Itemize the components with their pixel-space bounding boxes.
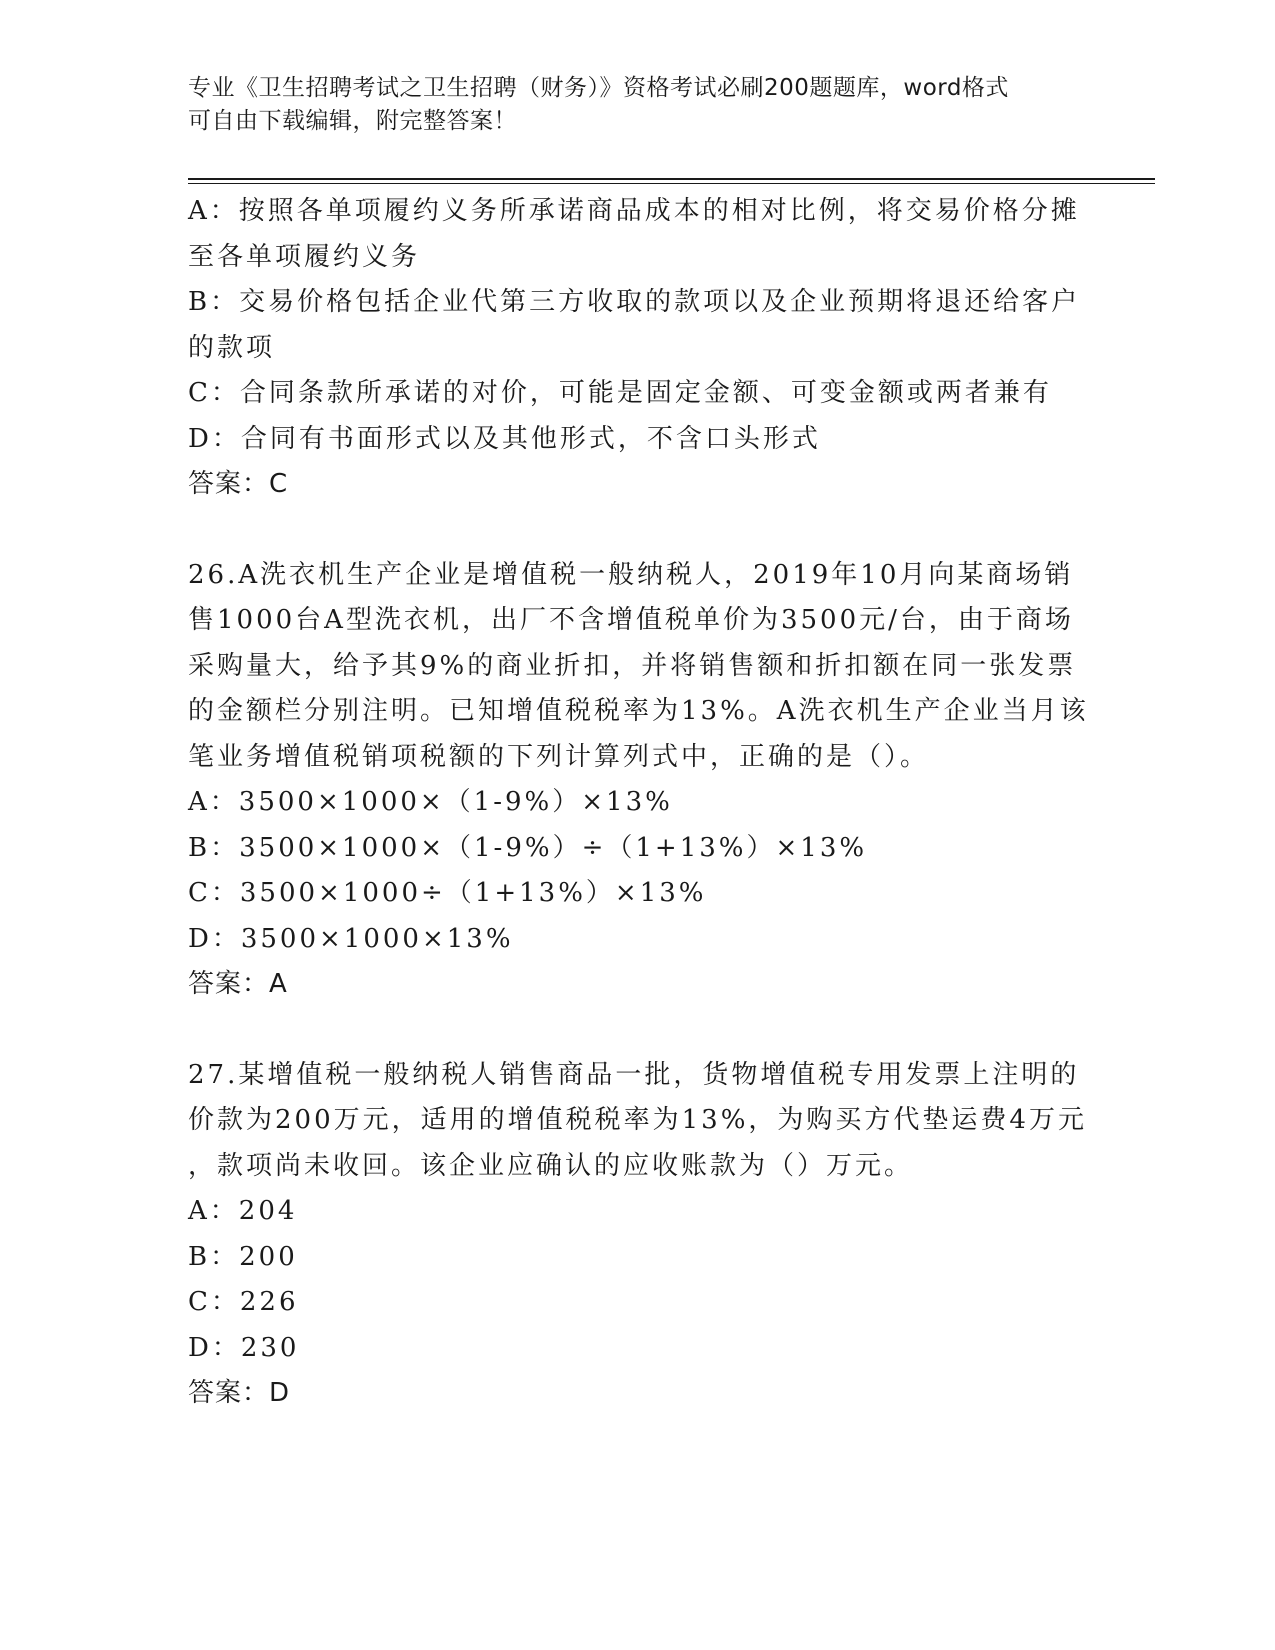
question-spacer (188, 1008, 1088, 1053)
question-26-stem-line-3: 采购量大，给予其9%的商业折扣，并将销售额和折扣额在同一张发票 (188, 650, 1077, 681)
question-list (188, 189, 1088, 1417)
question-26-stem-line-4: 的金额栏分别注明。已知增值税税率为13%。A洗衣机生产企业当月该 (188, 696, 1089, 726)
question-spacer (188, 508, 1088, 553)
question-26-option-b: B：3500×1000×（1-9%）÷（1+13%）×13% (188, 832, 868, 863)
question-27-option-c: C：226 (188, 1287, 299, 1317)
header-title-line-1: 专业《卫生招聘考试之卫生招聘（财务）》资格考试必刷200题题库，word格式 (188, 75, 1009, 101)
question-26-option-a: A：3500×1000×（1-9%）×13% (188, 787, 673, 817)
question-25-block (188, 189, 1088, 508)
question-25-option-a-line-1: A：按照各单项履约义务所承诺商品成本的相对比例，将交易价格分摊 (188, 196, 1080, 226)
question-25-option-b-line-1: B：交易价格包括企业代第三方收取的款项以及企业预期将退还给客户 (188, 287, 1081, 317)
header-divider-thick (188, 178, 1155, 180)
question-26-stem-line-5: 笔业务增值税销项税额的下列计算列式中，正确的是（）。 (188, 741, 930, 772)
header-divider-thin (188, 183, 1155, 184)
question-26-block (188, 553, 1088, 1008)
question-25-option-b-line-2: 的款项 (188, 332, 276, 363)
question-25-option-c: C：合同条款所承诺的对价，可能是固定金额、可变金额或两者兼有 (188, 378, 1052, 408)
question-26-option-c: C：3500×1000÷（1+13%）×13% (188, 878, 707, 908)
question-27-block (188, 1053, 1088, 1417)
question-27-option-b: B：200 (188, 1241, 298, 1272)
question-26-stem-line-2: 售1000台A型洗衣机，出厂不含增值税单价为3500元/台，由于商场 (188, 605, 1074, 635)
question-27-answer: 答案：D (188, 1378, 291, 1408)
question-27-option-a: A：204 (188, 1196, 298, 1226)
question-25-option-a-line-2: 至各单项履约义务 (188, 241, 421, 272)
question-26-stem-line-1: 26.A洗衣机生产企业是增值税一般纳税人，2019年10月向某商场销 (188, 559, 1074, 590)
question-27-stem-line-1: 27.某增值税一般纳税人销售商品一批，货物增值税专用发票上注明的 (188, 1059, 1080, 1090)
header-title-line-2: 可自由下载编辑，附完整答案！ (188, 108, 517, 134)
question-26-option-d: D：3500×1000×13% (188, 923, 514, 954)
question-27-stem-line-3: ，款项尚未收回。该企业应确认的应收账款为（）万元。 (188, 1150, 914, 1181)
question-27-option-d: D：230 (188, 1332, 300, 1363)
question-25-option-d: D：合同有书面形式以及其他形式，不含口头形式 (188, 423, 821, 454)
question-27-stem-line-2: 价款为200万元，适用的增值税税率为13%，为购买方代垫运费4万元 (188, 1105, 1087, 1135)
question-25-answer: 答案：C (188, 469, 289, 499)
document-header (188, 72, 1088, 138)
question-26-answer: 答案：A (188, 969, 288, 999)
